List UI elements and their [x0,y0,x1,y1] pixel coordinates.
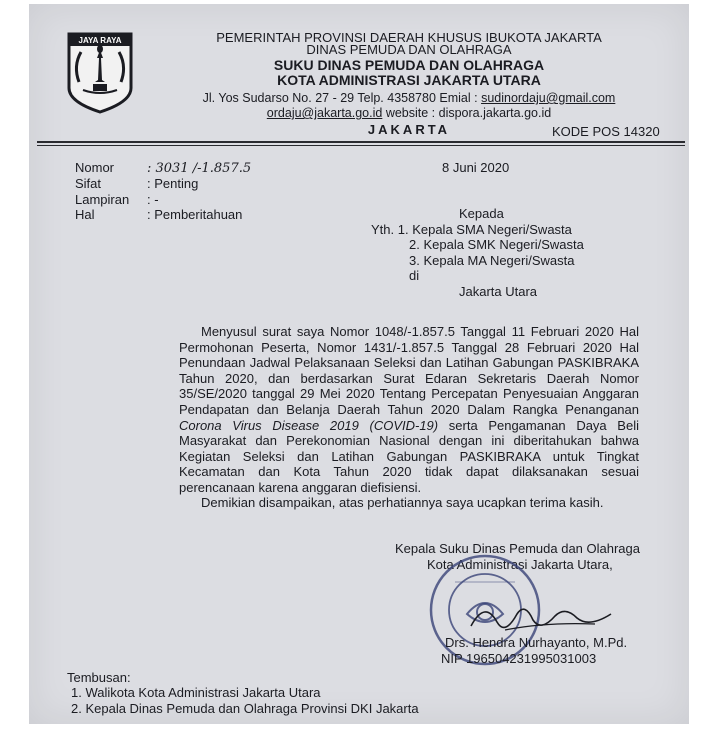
hal-label: Hal [75,207,95,222]
nomor-label: Nomor [75,160,115,175]
recipient-line-1: Yth. 1. Kepala SMA Negeri/Swasta [371,222,572,237]
postal-code: KODE POS 14320 [552,124,660,139]
hal-value: : Pemberitahuan [147,207,243,222]
header-subdepartment: SUKU DINAS PEMUDA DAN OLAHRAGA [273,57,545,73]
nomor-text: : 3031 /-1.857.5 [147,161,252,176]
header-city-admin: KOTA ADMINISTRASI JAKARTA UTARA [277,72,541,88]
sifat-label: Sifat [75,176,102,191]
letter-date: 8 Juni 2020 [442,160,510,175]
body-text-b: serta Pengamanan Daya Beli Masyarakat dan Perekonomian Nasional dengan ini diberitahukan bahwa Kegiatan Seleksi dan Latihan Gabungan PASKIBRAKA untuk Tingkat Kecamatan dan Kota Tahun 2020 tidak dapat dilaksanakan sesuai perencanaan karena anggaran diefisiensi. [179,417,639,495]
header-divider [37,141,685,143]
header-address [129,91,689,105]
header-divider-thin [37,145,685,146]
website-text: website : dispora.jakarta.go.id [382,106,552,120]
nomor-value [147,160,251,176]
signatory-nip: NIP 196504231995031003 [441,651,597,666]
recipient-line-2: 2. Kepala SMK Negeri/Swasta [409,237,584,252]
body-paragraph [179,324,639,496]
jaya-raya-logo [65,30,135,114]
lampiran-value: : - [147,192,159,207]
header-city: JAKARTA [367,122,451,137]
tembusan-title: Tembusan: [67,670,131,685]
address-text: Jl. Yos Sudarso No. 27 - 29 Telp. 4358780 Emial : [202,91,482,105]
closing-sentence: Demikian disampaikan, atas perhatiannya saya ucapkan terima kasih. [201,495,604,510]
recipient-line-3: 3. Kepala MA Negeri/Swasta [409,253,575,268]
signatory-name: Drs. Hendra Nurhayanto, M.Pd. [445,635,628,650]
handwritten-signature [465,592,615,640]
email-link-1[interactable]: sudinordaju@gmail.com [481,91,616,105]
header-department: DINAS PEMUDA DAN OLAHRAGA [306,42,512,57]
signatory-title-1: Kepala Suku Dinas Pemuda dan Olahraga [395,541,640,556]
recipient-kepada: Kepada [459,206,504,221]
header-government: PEMERINTAH PROVINSI DAERAH KHUSUS IBUKOTA JAKARTA [216,30,602,45]
header-contact [129,106,689,120]
recipient-city: Jakarta Utara [459,284,538,299]
recipient-di: di [409,268,420,283]
body-text-a: Menyusul surat saya Nomor 1048/-1.857.5 Tanggal 11 Februari 2020 Hal Permohonan Peserta, Nomor 1431/-1.857.5 Tanggal 28 Februari 2020 Hal Penundaan Jadwal Pelaksanaan Seleksi dan Latihan Gabungan PASKIBRAKA Tahun 2020, dan berdasarkan Surat Edaran Sekretaris Daerah Nomor 35/SE/2020 tanggal 29 Mei 2020 Tentang Percepatan Penyesuaian Anggaran Pendapatan dan Belanja Daerah Tahun 2020 Dalam Rangka Penanganan [179,324,639,417]
email-link-2[interactable]: ordaju@jakarta.go.id [266,106,383,120]
tembusan-item-2: 2. Kepala Dinas Pemuda dan Olahraga Provinsi DKI Jakarta [71,701,419,716]
lampiran-label: Lampiran [75,192,130,207]
letter-page [29,4,689,724]
svg-text:JAYA RAYA: JAYA RAYA [78,36,122,45]
tembusan-item-1: 1. Walikota Kota Administrasi Jakarta Utara [71,685,321,700]
signatory-title-2: Kota Administrasi Jakarta Utara, [427,557,613,572]
body-text-italic: Corona Virus Disease 2019 (COVID-19) [179,417,439,433]
sifat-value: : Penting [147,176,199,191]
